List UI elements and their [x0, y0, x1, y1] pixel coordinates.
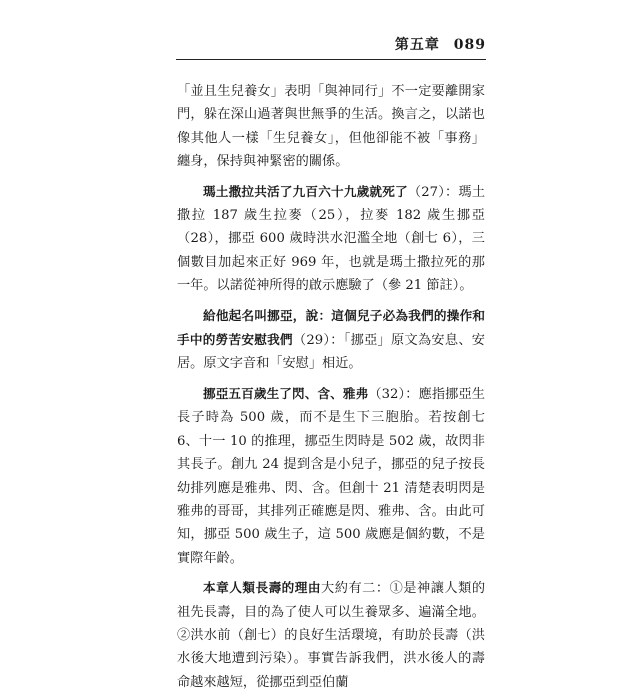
paragraph-3	[177, 304, 485, 376]
paragraph-4-text: （32）：應指挪亞生長子時為 500 歲，而不是生下三胞胎。若按創七 6、十一 10 的推理，挪亞生閃時是 502 歲，故閃非其長子。創九 24 提到含是小兒子，挪亞的兒子按長幼排列應是雅弗、閃、含。但創十 21 清楚表明閃是雅弗的哥哥，其排列正確應是閃、雅弗、含。由此可知，挪亞 500 歲生子，這 500 歲應是個約數，不是實際年齡。	[177, 386, 485, 566]
paragraph-4	[177, 382, 485, 570]
paragraph-2	[177, 180, 485, 298]
paragraph-2-lead: 瑪土撒拉共活了九百六十九歲就死了	[203, 183, 408, 199]
body-text	[177, 80, 485, 700]
paragraph-1-text: 「並且生兒養女」表明「與神同行」不一定要離開家門，躲在深山過著與世無爭的生活。換言之，以諾也像其他人一樣「生兒養女」，但他卻能不被「事務」纏身，保持與神緊密的關係。	[177, 84, 485, 170]
paragraph-5-lead: 本章人類長壽的理由	[203, 580, 322, 596]
paragraph-3-lead: 給他起名叫挪亞，說：這個兒子必為我們的操作和手中的勞苦安慰我們	[177, 307, 485, 348]
running-header	[176, 34, 486, 54]
chapter-label: 第五章	[394, 37, 440, 53]
paragraph-5	[177, 576, 485, 694]
paragraph-1	[177, 80, 485, 174]
paragraph-2-text: （27）：瑪土撒拉 187 歲生拉麥（25），拉麥 182 歲生挪亞（28），挪亞 600 歲時洪水氾濫全地（創七 6），三個數目加起來正好 969 年，也就是瑪土撒拉死的那一年。以諾從神所得的啟示應驗了（參 21 節註）。	[177, 184, 486, 294]
paragraph-5-text: 大約有二：①是神讓人類的祖先長壽，目的為了使人可以生養眾多、遍滿全地。②洪水前（創七）的良好生活環境，有助於長壽（洪水後大地遭到污染）。事實告訴我們，洪水後人的壽命越來越短，從挪亞到亞伯蘭	[177, 581, 486, 690]
paragraph-4-lead: 挪亞五百歲生了閃、含、雅弗	[203, 385, 369, 401]
paragraph-3-text: （29）：「挪亞」原文為安息、安居。原文字音和「安慰」相近。	[177, 333, 485, 372]
page-number: 089	[453, 37, 486, 53]
header-rule	[176, 59, 486, 60]
